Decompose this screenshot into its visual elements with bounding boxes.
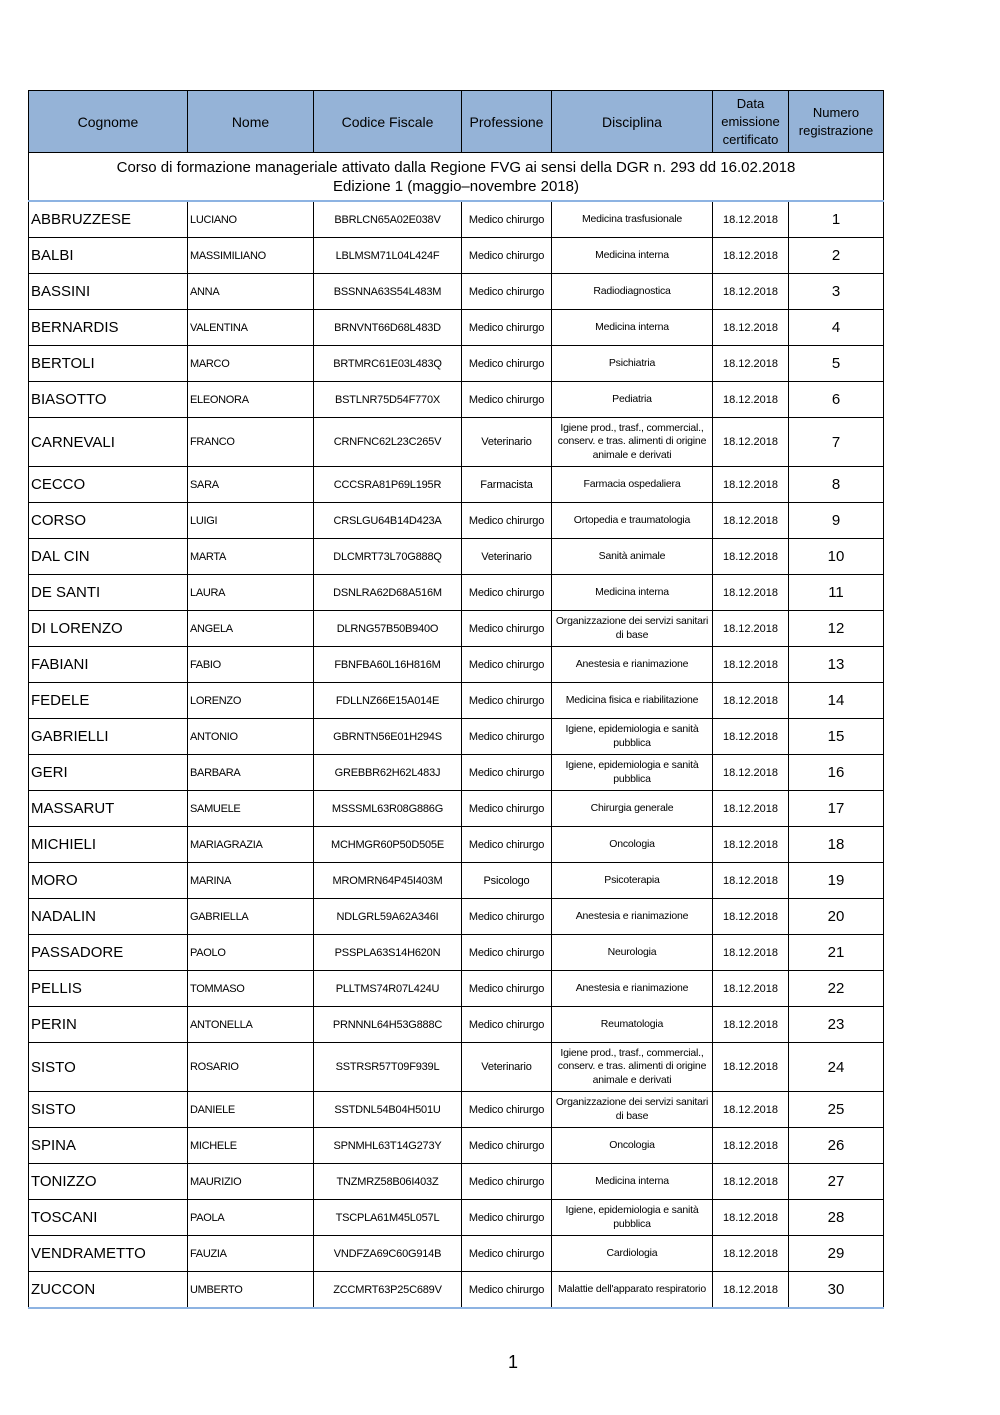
nome-cell: SARA — [188, 467, 314, 503]
table-row — [29, 647, 884, 683]
codice-fiscale-cell: MROMRN64P45I403M — [314, 863, 462, 899]
table-row — [29, 935, 884, 971]
disciplina-cell: Medicina interna — [552, 310, 713, 346]
data-cell: 18.12.2018 — [713, 647, 789, 683]
disciplina-cell: Anestesia e rianimazione — [552, 899, 713, 935]
table-row — [29, 1164, 884, 1200]
codice-fiscale-cell: SPNMHL63T14G273Y — [314, 1128, 462, 1164]
nome-cell: ELEONORA — [188, 382, 314, 418]
data-cell: 18.12.2018 — [713, 683, 789, 719]
numero-cell: 25 — [789, 1092, 884, 1128]
disciplina-cell: Medicina fisica e riabilitazione — [552, 683, 713, 719]
cognome-cell: DAL CIN — [29, 539, 188, 575]
table-row — [29, 755, 884, 791]
data-cell: 18.12.2018 — [713, 274, 789, 310]
header-cognome: Cognome — [29, 91, 188, 153]
disciplina-cell: Sanità animale — [552, 539, 713, 575]
codice-fiscale-cell: FBNFBA60L16H816M — [314, 647, 462, 683]
professione-cell: Medico chirurgo — [462, 791, 552, 827]
disciplina-cell: Cardiologia — [552, 1236, 713, 1272]
table-row — [29, 791, 884, 827]
data-cell: 18.12.2018 — [713, 1128, 789, 1164]
table-row — [29, 719, 884, 755]
professione-cell: Medico chirurgo — [462, 971, 552, 1007]
numero-cell: 8 — [789, 467, 884, 503]
numero-cell: 24 — [789, 1043, 884, 1092]
codice-fiscale-cell: GBRNTN56E01H294S — [314, 719, 462, 755]
nome-cell: LUIGI — [188, 503, 314, 539]
cognome-cell: PASSADORE — [29, 935, 188, 971]
professione-cell: Medico chirurgo — [462, 1236, 552, 1272]
table-row — [29, 575, 884, 611]
data-cell: 18.12.2018 — [713, 1200, 789, 1236]
numero-cell: 3 — [789, 274, 884, 310]
table-row — [29, 539, 884, 575]
cognome-cell: SPINA — [29, 1128, 188, 1164]
data-cell: 18.12.2018 — [713, 755, 789, 791]
codice-fiscale-cell: LBLMSM71L04L424F — [314, 238, 462, 274]
cognome-cell: GABRIELLI — [29, 719, 188, 755]
header-numero-registrazione: Numero registrazione — [789, 91, 884, 153]
header-nome: Nome — [188, 91, 314, 153]
professione-cell: Medico chirurgo — [462, 310, 552, 346]
disciplina-cell: Medicina interna — [552, 575, 713, 611]
codice-fiscale-cell: MCHMGR60P50D505E — [314, 827, 462, 863]
cognome-cell: BALBI — [29, 238, 188, 274]
numero-cell: 30 — [789, 1272, 884, 1309]
table-row — [29, 827, 884, 863]
numero-cell: 15 — [789, 719, 884, 755]
cognome-cell: BERNARDIS — [29, 310, 188, 346]
disciplina-cell: Oncologia — [552, 1128, 713, 1164]
codice-fiscale-cell: ZCCMRT63P25C689V — [314, 1272, 462, 1309]
table-row — [29, 1272, 884, 1309]
data-cell: 18.12.2018 — [713, 1007, 789, 1043]
page-number: 1 — [507, 1352, 518, 1372]
professione-cell: Medico chirurgo — [462, 935, 552, 971]
professione-cell: Veterinario — [462, 1043, 552, 1092]
codice-fiscale-cell: PRNNNL64H53G888C — [314, 1007, 462, 1043]
data-cell: 18.12.2018 — [713, 1272, 789, 1309]
nome-cell: MARINA — [188, 863, 314, 899]
nome-cell: PAOLA — [188, 1200, 314, 1236]
table-row — [29, 611, 884, 647]
professione-cell: Medico chirurgo — [462, 827, 552, 863]
nome-cell: GABRIELLA — [188, 899, 314, 935]
cognome-cell: TONIZZO — [29, 1164, 188, 1200]
codice-fiscale-cell: TSCPLA61M45L057L — [314, 1200, 462, 1236]
table-row — [29, 418, 884, 467]
table-row — [29, 1092, 884, 1128]
numero-cell: 19 — [789, 863, 884, 899]
numero-cell: 20 — [789, 899, 884, 935]
cognome-cell: CORSO — [29, 503, 188, 539]
numero-cell: 13 — [789, 647, 884, 683]
data-cell: 18.12.2018 — [713, 346, 789, 382]
table-row — [29, 503, 884, 539]
cognome-cell: BIASOTTO — [29, 382, 188, 418]
codice-fiscale-cell: BSSNNA63S54L483M — [314, 274, 462, 310]
codice-fiscale-cell: FDLLNZ66E15A014E — [314, 683, 462, 719]
data-cell: 18.12.2018 — [713, 791, 789, 827]
nome-cell: DANIELE — [188, 1092, 314, 1128]
codice-fiscale-cell: PLLTMS74R07L424U — [314, 971, 462, 1007]
professione-cell: Medico chirurgo — [462, 382, 552, 418]
data-cell: 18.12.2018 — [713, 467, 789, 503]
cognome-cell: DI LORENZO — [29, 611, 188, 647]
nome-cell: MARCO — [188, 346, 314, 382]
nome-cell: BARBARA — [188, 755, 314, 791]
codice-fiscale-cell: CCCSRA81P69L195R — [314, 467, 462, 503]
disciplina-cell: Radiodiagnostica — [552, 274, 713, 310]
disciplina-cell: Igiene prod., trasf., commercial., conserv. e tras. alimenti di origine animale e derivati — [552, 418, 713, 467]
table-row — [29, 863, 884, 899]
codice-fiscale-cell: SSTDNL54B04H501U — [314, 1092, 462, 1128]
codice-fiscale-cell: DLRNG57B50B940O — [314, 611, 462, 647]
codice-fiscale-cell: BRTMRC61E03L483Q — [314, 346, 462, 382]
codice-fiscale-cell: CRNFNC62L23C265V — [314, 418, 462, 467]
data-cell: 18.12.2018 — [713, 719, 789, 755]
header-codice-fiscale: Codice Fiscale — [314, 91, 462, 153]
numero-cell: 4 — [789, 310, 884, 346]
course-banner — [29, 153, 884, 202]
professione-cell: Medico chirurgo — [462, 1128, 552, 1164]
data-cell: 18.12.2018 — [713, 1043, 789, 1092]
disciplina-cell: Neurologia — [552, 935, 713, 971]
data-cell: 18.12.2018 — [713, 575, 789, 611]
numero-cell: 6 — [789, 382, 884, 418]
numero-cell: 10 — [789, 539, 884, 575]
header-data-emissione: Data emissione certificato — [713, 91, 789, 153]
professione-cell: Medico chirurgo — [462, 1007, 552, 1043]
professione-cell: Medico chirurgo — [462, 611, 552, 647]
professione-cell: Farmacista — [462, 467, 552, 503]
table-row — [29, 346, 884, 382]
cognome-cell: SISTO — [29, 1092, 188, 1128]
numero-cell: 14 — [789, 683, 884, 719]
professione-cell: Medico chirurgo — [462, 1092, 552, 1128]
cognome-cell: GERI — [29, 755, 188, 791]
data-cell: 18.12.2018 — [713, 863, 789, 899]
nome-cell: MASSIMILIANO — [188, 238, 314, 274]
professione-cell: Medico chirurgo — [462, 238, 552, 274]
table-row — [29, 1128, 884, 1164]
nome-cell: LUCIANO — [188, 201, 314, 238]
cognome-cell: PELLIS — [29, 971, 188, 1007]
registration-table — [28, 90, 884, 1309]
nome-cell: LAURA — [188, 575, 314, 611]
numero-cell: 16 — [789, 755, 884, 791]
data-cell: 18.12.2018 — [713, 310, 789, 346]
numero-cell: 29 — [789, 1236, 884, 1272]
disciplina-cell: Igiene prod., trasf., commercial., conserv. e tras. alimenti di origine animale e derivati — [552, 1043, 713, 1092]
cognome-cell: VENDRAMETTO — [29, 1236, 188, 1272]
disciplina-cell: Oncologia — [552, 827, 713, 863]
nome-cell: VALENTINA — [188, 310, 314, 346]
disciplina-cell: Farmacia ospedaliera — [552, 467, 713, 503]
data-cell: 18.12.2018 — [713, 201, 789, 238]
header-disciplina: Disciplina — [552, 91, 713, 153]
professione-cell: Medico chirurgo — [462, 503, 552, 539]
numero-cell: 22 — [789, 971, 884, 1007]
cognome-cell: FABIANI — [29, 647, 188, 683]
data-cell: 18.12.2018 — [713, 899, 789, 935]
course-title: Corso di formazione manageriale attivato dalla Regione FVG ai sensi della DGR n. 293 dd 16.02.2018 — [116, 158, 796, 176]
numero-cell: 28 — [789, 1200, 884, 1236]
nome-cell: MICHELE — [188, 1128, 314, 1164]
table-row — [29, 310, 884, 346]
professione-cell: Medico chirurgo — [462, 201, 552, 238]
course-edition: Edizione 1 (maggio–novembre 2018) — [333, 177, 579, 195]
codice-fiscale-cell: NDLGRL59A62A346I — [314, 899, 462, 935]
nome-cell: TOMMASO — [188, 971, 314, 1007]
nome-cell: ANTONIO — [188, 719, 314, 755]
numero-cell: 23 — [789, 1007, 884, 1043]
data-cell: 18.12.2018 — [713, 935, 789, 971]
header-professione: Professione — [462, 91, 552, 153]
nome-cell: ANGELA — [188, 611, 314, 647]
table-row — [29, 683, 884, 719]
cognome-cell: CECCO — [29, 467, 188, 503]
professione-cell: Medico chirurgo — [462, 575, 552, 611]
professione-cell: Psicologo — [462, 863, 552, 899]
disciplina-cell: Igiene, epidemiologia e sanità pubblica — [552, 1200, 713, 1236]
nome-cell: ANTONELLA — [188, 1007, 314, 1043]
disciplina-cell: Anestesia e rianimazione — [552, 647, 713, 683]
codice-fiscale-cell: VNDFZA69C60G914B — [314, 1236, 462, 1272]
numero-cell: 7 — [789, 418, 884, 467]
codice-fiscale-cell: PSSPLA63S14H620N — [314, 935, 462, 971]
cognome-cell: ABBRUZZESE — [29, 201, 188, 238]
cognome-cell: TOSCANI — [29, 1200, 188, 1236]
disciplina-cell: Medicina interna — [552, 1164, 713, 1200]
disciplina-cell: Ortopedia e traumatologia — [552, 503, 713, 539]
numero-cell: 26 — [789, 1128, 884, 1164]
professione-cell: Medico chirurgo — [462, 647, 552, 683]
table-row — [29, 1236, 884, 1272]
disciplina-cell: Igiene, epidemiologia e sanità pubblica — [552, 755, 713, 791]
nome-cell: PAOLO — [188, 935, 314, 971]
codice-fiscale-cell: BSTLNR75D54F770X — [314, 382, 462, 418]
professione-cell: Medico chirurgo — [462, 346, 552, 382]
table-row — [29, 467, 884, 503]
data-cell: 18.12.2018 — [713, 418, 789, 467]
numero-cell: 12 — [789, 611, 884, 647]
codice-fiscale-cell: BRNVNT66D68L483D — [314, 310, 462, 346]
codice-fiscale-cell: DSNLRA62D68A516M — [314, 575, 462, 611]
disciplina-cell: Pediatria — [552, 382, 713, 418]
professione-cell: Veterinario — [462, 539, 552, 575]
cognome-cell: MASSARUT — [29, 791, 188, 827]
professione-cell: Medico chirurgo — [462, 274, 552, 310]
professione-cell: Medico chirurgo — [462, 1200, 552, 1236]
cognome-cell: BASSINI — [29, 274, 188, 310]
nome-cell: FRANCO — [188, 418, 314, 467]
numero-cell: 17 — [789, 791, 884, 827]
nome-cell: FAUZIA — [188, 1236, 314, 1272]
nome-cell: MAURIZIO — [188, 1164, 314, 1200]
nome-cell: SAMUELE — [188, 791, 314, 827]
header-row — [29, 91, 884, 153]
codice-fiscale-cell: BBRLCN65A02E038V — [314, 201, 462, 238]
nome-cell: FABIO — [188, 647, 314, 683]
data-cell: 18.12.2018 — [713, 827, 789, 863]
codice-fiscale-cell: CRSLGU64B14D423A — [314, 503, 462, 539]
cognome-cell: ZUCCON — [29, 1272, 188, 1309]
data-cell: 18.12.2018 — [713, 971, 789, 1007]
nome-cell: ROSARIO — [188, 1043, 314, 1092]
numero-cell: 27 — [789, 1164, 884, 1200]
cognome-cell: PERIN — [29, 1007, 188, 1043]
disciplina-cell: Medicina trasfusionale — [552, 201, 713, 238]
data-cell: 18.12.2018 — [713, 1236, 789, 1272]
table-row — [29, 1043, 884, 1092]
professione-cell: Medico chirurgo — [462, 1272, 552, 1309]
disciplina-cell: Organizzazione dei servizi sanitari di base — [552, 1092, 713, 1128]
disciplina-cell: Reumatologia — [552, 1007, 713, 1043]
codice-fiscale-cell: MSSSML63R08G886G — [314, 791, 462, 827]
cognome-cell: MORO — [29, 863, 188, 899]
cognome-cell: BERTOLI — [29, 346, 188, 382]
codice-fiscale-cell: GREBBR62H62L483J — [314, 755, 462, 791]
table-row — [29, 1007, 884, 1043]
disciplina-cell: Psichiatria — [552, 346, 713, 382]
table-row — [29, 899, 884, 935]
disciplina-cell: Igiene, epidemiologia e sanità pubblica — [552, 719, 713, 755]
codice-fiscale-cell: SSTRSR57T09F939L — [314, 1043, 462, 1092]
codice-fiscale-cell: DLCMRT73L70G888Q — [314, 539, 462, 575]
numero-cell: 1 — [789, 201, 884, 238]
numero-cell: 21 — [789, 935, 884, 971]
table-row — [29, 201, 884, 238]
numero-cell: 5 — [789, 346, 884, 382]
data-cell: 18.12.2018 — [713, 539, 789, 575]
disciplina-cell: Organizzazione dei servizi sanitari di base — [552, 611, 713, 647]
numero-cell: 18 — [789, 827, 884, 863]
cognome-cell: MICHIELI — [29, 827, 188, 863]
data-cell: 18.12.2018 — [713, 382, 789, 418]
data-cell: 18.12.2018 — [713, 503, 789, 539]
data-cell: 18.12.2018 — [713, 1164, 789, 1200]
disciplina-cell: Psicoterapia — [552, 863, 713, 899]
professione-cell: Medico chirurgo — [462, 683, 552, 719]
nome-cell: MARIAGRAZIA — [188, 827, 314, 863]
cognome-cell: CARNEVALI — [29, 418, 188, 467]
professione-cell: Medico chirurgo — [462, 719, 552, 755]
nome-cell: LORENZO — [188, 683, 314, 719]
professione-cell: Medico chirurgo — [462, 899, 552, 935]
numero-cell: 2 — [789, 238, 884, 274]
table-row — [29, 238, 884, 274]
data-cell: 18.12.2018 — [713, 611, 789, 647]
disciplina-cell: Medicina interna — [552, 238, 713, 274]
numero-cell: 9 — [789, 503, 884, 539]
nome-cell: UMBERTO — [188, 1272, 314, 1309]
table-row — [29, 971, 884, 1007]
cognome-cell: DE SANTI — [29, 575, 188, 611]
numero-cell: 11 — [789, 575, 884, 611]
nome-cell: MARTA — [188, 539, 314, 575]
table-row — [29, 382, 884, 418]
professione-cell: Medico chirurgo — [462, 1164, 552, 1200]
cognome-cell: SISTO — [29, 1043, 188, 1092]
cognome-cell: FEDELE — [29, 683, 188, 719]
professione-cell: Veterinario — [462, 418, 552, 467]
professione-cell: Medico chirurgo — [462, 755, 552, 791]
cognome-cell: NADALIN — [29, 899, 188, 935]
data-cell: 18.12.2018 — [713, 1092, 789, 1128]
nome-cell: ANNA — [188, 274, 314, 310]
codice-fiscale-cell: TNZMRZ58B06I403Z — [314, 1164, 462, 1200]
table-row — [29, 1200, 884, 1236]
course-banner-row — [29, 153, 884, 202]
disciplina-cell: Anestesia e rianimazione — [552, 971, 713, 1007]
disciplina-cell: Malattie dell'apparato respiratorio — [552, 1272, 713, 1309]
disciplina-cell: Chirurgia generale — [552, 791, 713, 827]
table-row — [29, 274, 884, 310]
data-cell: 18.12.2018 — [713, 238, 789, 274]
